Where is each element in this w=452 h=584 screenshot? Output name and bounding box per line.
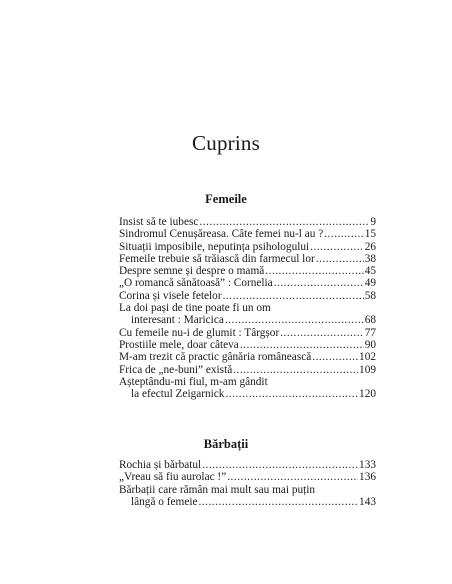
toc-page-number: 143: [359, 495, 376, 508]
toc-entry-title: Bărbații care rămân mai mult sau mai puțin: [119, 483, 316, 496]
toc-entry: [119, 376, 376, 401]
toc-entry: [119, 302, 376, 327]
dot-leader: [265, 265, 363, 277]
toc-page-number: 136: [359, 471, 376, 484]
toc-page-number: 109: [359, 363, 376, 376]
dot-leader: [312, 351, 358, 363]
toc-entry-title: Despre semne și despre o mamă: [119, 265, 265, 278]
toc-page-number: 9: [370, 216, 376, 228]
toc-entry-title: Situații imposibile, neputința psihologului: [119, 240, 310, 253]
toc-entry-title: Prostiile mele, doar câteva: [119, 338, 239, 351]
dot-leader: [225, 314, 364, 326]
toc-page-number: 102: [359, 351, 376, 364]
dot-leader: [240, 339, 364, 351]
toc-entry: [119, 290, 376, 302]
toc-entry: [119, 471, 376, 483]
toc-entry-line: [119, 216, 376, 228]
dot-leader: [225, 388, 358, 400]
toc-page-number: 77: [364, 326, 376, 339]
toc-page-number: 45: [364, 265, 376, 278]
toc-page-number: 49: [364, 277, 376, 290]
toc-entry-line: [119, 277, 376, 289]
toc-entry-title: la efectul Zeigarnick: [131, 388, 225, 401]
dot-leader: [280, 327, 363, 339]
toc-entry: [119, 351, 376, 363]
toc-entry-line: [119, 484, 376, 496]
toc-page-number: 120: [359, 388, 376, 401]
toc-list-femeile: [119, 216, 376, 400]
toc-entry-title: Rochia și bărbatul: [119, 459, 202, 471]
toc-entry-line: [119, 314, 376, 326]
toc-entry-line: [119, 265, 376, 277]
dot-leader: [310, 241, 364, 253]
toc-entry-line: [119, 496, 376, 508]
dot-leader: [227, 471, 358, 483]
toc-entry-line: [119, 290, 376, 302]
toc-entry-title: interesant : Maricica: [131, 314, 224, 327]
toc-entry-title: „O romancă sănătoasă” : Cornelia: [119, 277, 273, 290]
toc-entry-line: [119, 376, 376, 388]
toc-entry-title: Așteptându-mi fiul, m-am gândit: [119, 375, 268, 388]
toc-entry-title: „Vreau să fiu aurolac !”: [119, 471, 227, 484]
toc-entry: [119, 339, 376, 351]
toc-list-barbatii: [119, 459, 376, 508]
toc-entry: [119, 364, 376, 376]
toc-entry: [119, 216, 376, 228]
dot-leader: [324, 228, 363, 240]
toc-page-number: 58: [364, 289, 376, 302]
toc-entry-line: [119, 339, 376, 351]
toc-entry-title: Cu femeile nu-i de glumit : Târgșor: [119, 326, 280, 339]
toc-page-number: 38: [364, 252, 376, 265]
toc-entry-line: [119, 471, 376, 483]
toc-entry: [119, 277, 376, 289]
dot-leader: [199, 496, 359, 508]
toc-entry: [119, 265, 376, 277]
toc-page-number: 133: [359, 459, 376, 471]
toc-entry-line: [119, 388, 376, 400]
toc-entry: [119, 253, 376, 265]
dot-leader: [233, 364, 358, 376]
toc-entry-title: Femeile trebuie să trăiască din farmecul lor: [119, 252, 315, 265]
toc-entry-line: [119, 327, 376, 339]
toc-entry-title: La doi pași de tine poate fi un om: [119, 302, 271, 315]
toc-page-number: 90: [364, 338, 376, 351]
toc-entry-line: [119, 302, 376, 314]
dot-leader: [316, 253, 364, 265]
toc-entry-title: Insist să te iubesc: [119, 216, 199, 228]
toc-entry-line: [119, 228, 376, 240]
toc-entry-title: Frica de „ne-buni” există: [119, 363, 233, 376]
toc-entry-line: [119, 241, 376, 253]
dot-leader: [199, 216, 369, 228]
dot-leader: [274, 277, 364, 289]
page-title: Cuprins: [192, 131, 260, 155]
toc-entry: [119, 459, 376, 471]
toc-entry-title: M-am trezit că practic gânăria românească: [119, 351, 312, 364]
toc-entry-title: lângă o femeie: [131, 495, 198, 508]
toc-entry: [119, 327, 376, 339]
toc-entry-line: [119, 253, 376, 265]
toc-entry-line: [119, 364, 376, 376]
toc-page-number: 68: [364, 314, 376, 327]
toc-entry: [119, 484, 376, 509]
section-heading-barbatii: Bărbații: [203, 437, 249, 451]
toc-entry-title: Corina și visele fetelor: [119, 289, 222, 302]
dot-leader: [202, 459, 358, 471]
toc-page-number: 15: [364, 228, 376, 241]
toc-entry: [119, 228, 376, 240]
toc-page-number: 26: [364, 240, 376, 253]
section-heading-femeile: Femeile: [205, 192, 247, 206]
toc-entry-line: [119, 351, 376, 363]
toc-entry: [119, 241, 376, 253]
toc-entry-line: [119, 459, 376, 471]
dot-leader: [223, 290, 364, 302]
toc-entry-title: Sindromul Cenușăreasa. Câte femei nu-l au ?: [119, 228, 324, 241]
